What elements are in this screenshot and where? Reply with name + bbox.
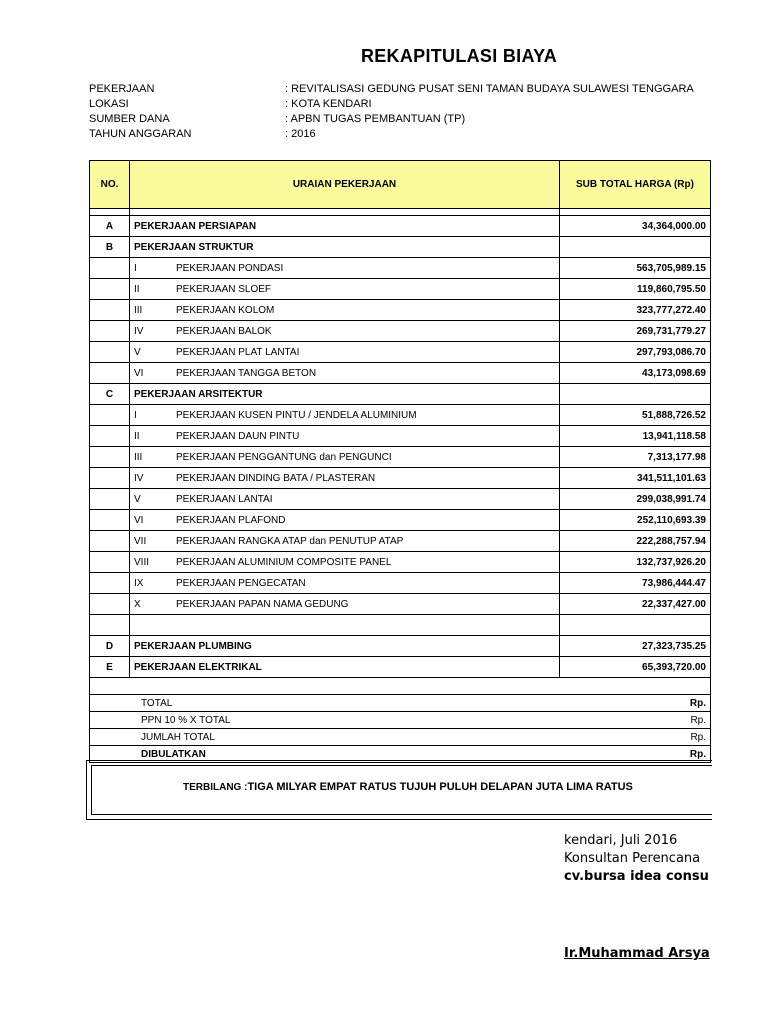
table-row <box>90 636 711 657</box>
row-desc-text: PEKERJAAN SLOEF <box>176 283 272 295</box>
row-desc-text: PEKERJAAN RANGKA ATAP dan PENUTUP ATAP <box>176 535 404 547</box>
row-description <box>130 216 560 237</box>
row-value: 252,110,693.39 <box>560 510 711 531</box>
summary-label: TOTAL <box>90 695 560 712</box>
row-desc-text: PEKERJAAN PLAFOND <box>176 514 286 526</box>
row-value: 222,288,757.94 <box>560 531 711 552</box>
row-value: 132,737,926.20 <box>560 552 711 573</box>
info-value: : 2016 <box>285 128 316 140</box>
row-roman: I <box>134 262 137 274</box>
row-no <box>90 468 130 489</box>
row-description <box>130 384 560 405</box>
table-row <box>90 657 711 678</box>
row-desc-text: PEKERJAAN KUSEN PINTU / JENDELA ALUMINIUM <box>176 409 417 421</box>
blank-row <box>90 678 711 695</box>
header-uraian: URAIAN PEKERJAAN <box>130 161 560 209</box>
summary-row <box>90 695 711 712</box>
place-date: kendari, Juli 2016 <box>564 833 678 848</box>
row-value: 27,323,735.25 <box>560 636 711 657</box>
row-description <box>130 363 560 384</box>
row-value: 65,393,720.00 <box>560 657 711 678</box>
header-harga: SUB TOTAL HARGA (Rp) <box>560 161 711 209</box>
row-value: 119,860,795.50 <box>560 279 711 300</box>
row-desc-text: PEKERJAAN ARSITEKTUR <box>134 388 263 400</box>
row-description <box>130 342 560 363</box>
info-row <box>89 127 694 142</box>
table-row <box>90 447 711 468</box>
row-desc-text: PEKERJAAN ELEKTRIKAL <box>130 657 560 678</box>
consultant-firm: cv.bursa idea consu <box>564 869 709 884</box>
row-no <box>90 489 130 510</box>
row-desc-text: PEKERJAAN DAUN PINTU <box>176 430 300 442</box>
row-value: 51,888,726.52 <box>560 405 711 426</box>
summary-currency: Rp. <box>560 712 711 729</box>
table-row <box>90 489 711 510</box>
summary-currency: Rp. <box>560 746 711 763</box>
summary-label: JUMLAH TOTAL <box>90 729 560 746</box>
row-value: 297,793,086.70 <box>560 342 711 363</box>
row-desc-text: PEKERJAAN PERSIAPAN <box>134 220 257 232</box>
table-row <box>90 363 711 384</box>
row-roman: III <box>134 304 143 316</box>
terbilang-text <box>183 781 633 793</box>
row-no <box>90 447 130 468</box>
row-value: 34,364,000.00 <box>560 216 711 237</box>
table-row <box>90 426 711 447</box>
terbilang-box <box>86 760 712 820</box>
info-value: : KOTA KENDARI <box>285 98 372 110</box>
row-roman: I <box>134 409 137 421</box>
row-value: 269,731,779.27 <box>560 321 711 342</box>
row-value <box>560 384 711 405</box>
row-no <box>90 552 130 573</box>
row-description <box>130 573 560 594</box>
table-row <box>90 342 711 363</box>
row-no: E <box>90 657 130 678</box>
row-value: 299,038,991.74 <box>560 489 711 510</box>
row-no <box>90 573 130 594</box>
row-desc-text: PEKERJAAN BALOK <box>176 325 272 337</box>
row-desc-text: PEKERJAAN PENGGANTUNG dan PENGUNCI <box>176 451 392 463</box>
row-description <box>130 300 560 321</box>
info-row <box>89 112 694 127</box>
table-row <box>90 468 711 489</box>
row-roman: X <box>134 598 141 610</box>
row-roman: VII <box>134 535 147 547</box>
row-value: 323,777,272.40 <box>560 300 711 321</box>
row-no <box>90 321 130 342</box>
row-desc-text: PEKERJAAN STRUKTUR <box>134 241 254 253</box>
row-description <box>130 237 560 258</box>
row-description <box>130 468 560 489</box>
row-desc-text: PEKERJAAN PLAT LANTAI <box>176 346 300 358</box>
row-description <box>130 279 560 300</box>
row-no <box>90 405 130 426</box>
row-no <box>90 279 130 300</box>
row-value: 563,705,989.15 <box>560 258 711 279</box>
row-roman: II <box>134 283 140 295</box>
row-no: C <box>90 384 130 405</box>
row-value: 73,986,444.47 <box>560 573 711 594</box>
row-no: A <box>90 216 130 237</box>
summary-row <box>90 712 711 729</box>
summary-label: PPN 10 % X TOTAL <box>90 712 560 729</box>
row-desc-text: PEKERJAAN PONDASI <box>176 262 284 274</box>
terbilang-label: TERBILANG : <box>183 782 248 793</box>
table-row <box>90 216 711 237</box>
table-row <box>90 552 711 573</box>
row-value: 7,313,177.98 <box>560 447 711 468</box>
table-row <box>90 510 711 531</box>
row-description <box>130 594 560 615</box>
row-roman: IV <box>134 325 144 337</box>
row-description <box>130 321 560 342</box>
row-roman: V <box>134 493 141 505</box>
table-row <box>90 237 711 258</box>
row-roman: VI <box>134 367 144 379</box>
info-value: : REVITALISASI GEDUNG PUSAT SENI TAMAN BUDAYA SULAWESI TENGGARA <box>285 83 694 95</box>
row-value: 13,941,118.58 <box>560 426 711 447</box>
row-description <box>130 447 560 468</box>
row-value <box>560 237 711 258</box>
row-no <box>90 426 130 447</box>
cost-table <box>89 160 711 763</box>
row-no <box>90 363 130 384</box>
row-desc-text: PEKERJAAN LANTAI <box>176 493 273 505</box>
row-desc-text: PEKERJAAN PLUMBING <box>130 636 560 657</box>
info-label: SUMBER DANA <box>89 113 170 125</box>
row-desc-text: PEKERJAAN PAPAN NAMA GEDUNG <box>176 598 349 610</box>
table-row <box>90 300 711 321</box>
row-no: B <box>90 237 130 258</box>
terbilang-value: TIGA MILYAR EMPAT RATUS TUJUH PULUH DELAPAN JUTA LIMA RATUS <box>247 781 633 793</box>
row-description <box>130 531 560 552</box>
consultant-role: Konsultan Perencana <box>564 851 701 866</box>
row-description <box>130 258 560 279</box>
row-roman: VIII <box>134 556 150 568</box>
row-roman: III <box>134 451 143 463</box>
table-row <box>90 531 711 552</box>
info-label: LOKASI <box>89 98 129 110</box>
spacer-row <box>90 209 711 216</box>
table-row <box>90 279 711 300</box>
row-no: D <box>90 636 130 657</box>
summary-label: DIBULATKAN <box>90 746 560 763</box>
row-roman: IV <box>134 472 144 484</box>
info-value: : APBN TUGAS PEMBANTUAN (TP) <box>285 113 466 125</box>
info-row <box>89 82 694 97</box>
row-desc-text: PEKERJAAN DINDING BATA / PLASTERAN <box>176 472 376 484</box>
header-no: NO. <box>90 161 130 209</box>
project-info <box>89 82 694 142</box>
row-no <box>90 594 130 615</box>
row-description <box>130 552 560 573</box>
blank-row <box>90 615 711 636</box>
row-roman: IX <box>134 577 144 589</box>
row-no <box>90 531 130 552</box>
row-desc-text: PEKERJAAN PENGECATAN <box>176 577 306 589</box>
row-description <box>130 426 560 447</box>
signature-block <box>564 832 709 886</box>
row-no <box>90 510 130 531</box>
table-row <box>90 321 711 342</box>
info-label: TAHUN ANGGARAN <box>89 128 192 140</box>
table-row <box>90 384 711 405</box>
row-description <box>130 405 560 426</box>
row-desc-text: PEKERJAAN ALUMINIUM COMPOSITE PANEL <box>176 556 392 568</box>
row-no <box>90 342 130 363</box>
row-roman: II <box>134 430 140 442</box>
row-no <box>90 258 130 279</box>
table-row <box>90 573 711 594</box>
table-header <box>90 161 711 209</box>
row-description <box>130 510 560 531</box>
row-value: 341,511,101.63 <box>560 468 711 489</box>
table-row <box>90 594 711 615</box>
table-row <box>90 405 711 426</box>
page-title: REKAPITULASI BIAYA <box>360 46 558 66</box>
row-roman: VI <box>134 514 144 526</box>
row-value: 43,173,098.69 <box>560 363 711 384</box>
row-desc-text: PEKERJAAN TANGGA BETON <box>176 367 317 379</box>
row-no <box>90 300 130 321</box>
info-label: PEKERJAAN <box>89 83 155 95</box>
info-row <box>89 97 694 112</box>
table-row <box>90 258 711 279</box>
summary-currency: Rp. <box>560 695 711 712</box>
summary-row <box>90 729 711 746</box>
summary-currency: Rp. <box>560 729 711 746</box>
row-value: 22,337,427.00 <box>560 594 711 615</box>
row-roman: V <box>134 346 141 358</box>
signer-name: Ir.Muhammad Arsya <box>564 946 710 961</box>
row-desc-text: PEKERJAAN KOLOM <box>176 304 275 316</box>
row-description <box>130 489 560 510</box>
